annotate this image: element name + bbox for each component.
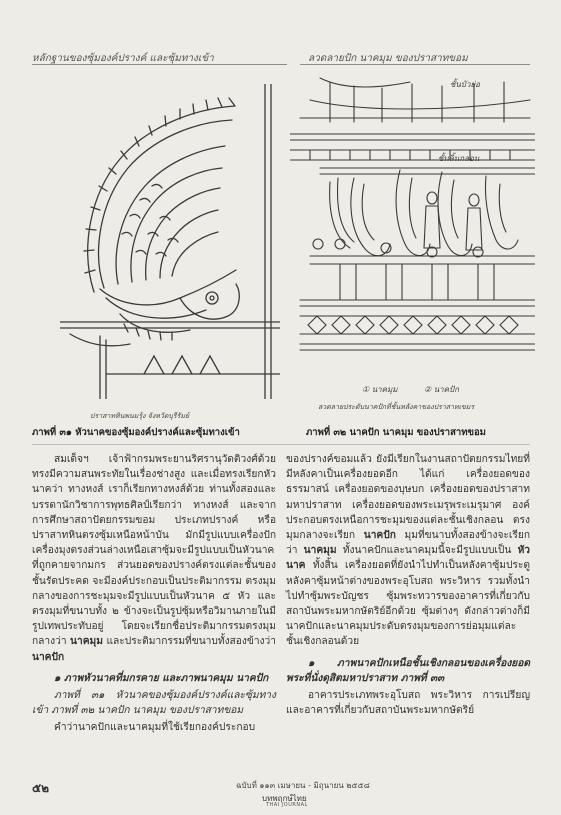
right-sketch-label-top: ชั้นบัวย่อ [450,80,480,89]
header-right-title: ลวดลายปัก นาคมุม ของปราสาทขอม [308,53,468,64]
figure-32-caption: ภาพที่ ๓๒ นาคปัก นาคมุม ของปราสาทขอม [306,427,486,438]
section-divider [32,444,530,445]
legend-nak-mum: ① นาคมุม [362,385,398,394]
term-hua-nak: หัวนาค [286,545,530,572]
right-paragraph-1-text: ของปรางค์ขอมแล้ว ยังมีเรียกในงานสถาปัตยกรรมไทยที่มีหลังคาเป็นเครื่องยอดอีก ได้แก่ เครื่องยอดของธรรมาสน์ เครื่องยอดของบุษบก เครื่องยอดของปราสาท มหาปราสาท เครื่องยอดของพระเมรุพระเมรุมาศ องค์ประกอบตรงเหนือการชะมุมของแต่ละชั้นเชิงกลอน ตรงมุมกลางจะเรียก [286,454,530,542]
issue-info: ฉบับที่ ๑๑๓ เมษายน - มิถุนายน ๒๕๕๘ [236,781,370,790]
left-paragraph-1 [32,452,276,665]
page-number: ๕๒ [32,781,49,795]
legend-nak-pak: ② นาคปัก [424,385,459,394]
naga-head-sketch [60,84,280,399]
left-paragraph-1-text: สมเด็จฯ เจ้าฟ้ากรมพระยานริศรานุวัดติวงศ์ด้วยทรงมีความสนพระทัยในเรื่องช่างสูง และเมื่อทรงเรียกหัวนาคว่า ทางหงส์ เราก็เรียกทางหงส์ด้วย ท่านทั้งสองและบรรดานักวิชาการพุทธศิลป์เรียกว่า ทางหงส์ และจากการศึกษาสถาปัตยกรรมขอม ประเภทปรางค์ หรือปราสาทหินตรงซุ้มเหนือหน้าบัน มักมีรูปแบบเครื่องปักเครื่องมุงตรงส่วนล่างเหนือเสาซุ้มจะมีรูปแบบเป็นหัวนาคที่ถูกคายจากมกร ส่วนยอดของปรางค์ตรงแต่ละชั้นของชั้นรัดประคด จะมีองค์ประกอบเป็นประติมากรรม ตรงมุมกลางของการชะมุมจะมีรูปแบบเป็นหัวนาค ๕ หัว และตรงมุมที่ขนาบทั้ง ๒ ข้างจะเป็นรูปซุ้มหรือวิมานภายในมีรูปเทพประทับอยู่ โดยจะเรียกชื่อประติมากรรมตรงมุมกลางว่า [32,454,276,648]
nak-pak-sketch [290,72,535,412]
right-heading: ๑ ภาพนาคปักเหนือชั้นเชิงกลอนของเครื่องยอดพระที่นั่งดุสิตมหาปราสาท ภาพที่ ๓๓ [286,657,530,684]
header-rule-left [32,64,287,65]
right-paragraph-1 [286,452,530,650]
left-paragraph-3: คำว่านาคปักและนาคมุมที่ใช้เรียกองค์ประกอบ [54,722,256,734]
left-paragraph-1-tail: และประติมากรรมที่ขนาบทั้งสองข้างว่า [106,636,276,648]
header-rule-right [300,64,530,65]
right-paragraph-1-d: ทั้งสิ้น เครื่องยอดที่ยังนำไปทำเป็นหลังคาซุ้มประตู หลังคาซุ้มหน้าต่างของพระอุโบสถ พระวิหาร รวมทั้งนำไปทำซุ้มพระบัญชร ซุ้มพระทวารของอาคารที่เกี่ยวกับสถาบันพระมหากษัตริย์อีกด้วย ซุ้มต่างๆ ดังกล่าวต่างก็มีนาคปักและนาคมุมประดับตรงมุมของการย่อมุมแต่ละชั้นเชิงกลอนด้วย [286,560,530,648]
left-heading: ๑ ภาพหัวนาคที่มกรคาย และภาพนาคมุม นาคปัก [54,672,269,684]
left-sketch-caption: ปราสาทหินพนมรุ้ง จังหวัดบุรีรัมย์ [90,412,190,420]
left-text-column [32,452,276,736]
brand-logo-text: บทพฤกษ์ไทย [262,794,307,803]
term-nak-mum: นาคมุม [70,636,103,648]
term-nak-pak: นาคปัก [32,651,65,663]
right-sketch-caption: ลวดลายประดับนาคปักที่ชั้นหลังคาของปราสาทเขมร [318,403,475,411]
right-text-column [286,452,530,718]
right-paragraph-1-c: ทั้งนาคปักและนาคมุมนี้จะมีรูปแบบเป็น [342,545,512,557]
term-nak-mum-right: นาคมุม [303,545,337,557]
left-paragraph-2: ภาพที่ ๓๑ หัวนาคของซุ้มองค์ปรางค์และซุ้มทางเข้า ภาพที่ ๓๒ นาคปัก นาคมุม ของปราสาทขอม [32,690,276,717]
figure-31-caption: ภาพที่ ๓๑ หัวนาคของซุ้มองค์ปรางค์และซุ้มทางเข้า [32,427,240,438]
term-nak-pak-right: นาคปัก [363,530,396,542]
header-left-title: หลักฐานของซุ้มองค์ปรางค์ และซุ้มทางเข้า [32,53,214,64]
right-sketch-label-mid: ชั้นลิ้นกลอน [438,154,480,163]
brand-logo-subtext: THAI JOURNAL [266,802,308,808]
right-paragraph-2: อาคารประเภทพระอุโบสถ พระวิหาร การเปรียญ และอาคารที่เกี่ยวกับสถาบันพระมหากษัตริย์ [286,690,530,717]
right-paragraph-1-b: มุมที่ขนาบทั้งสองข้างจะเรียกว่า [286,530,530,557]
